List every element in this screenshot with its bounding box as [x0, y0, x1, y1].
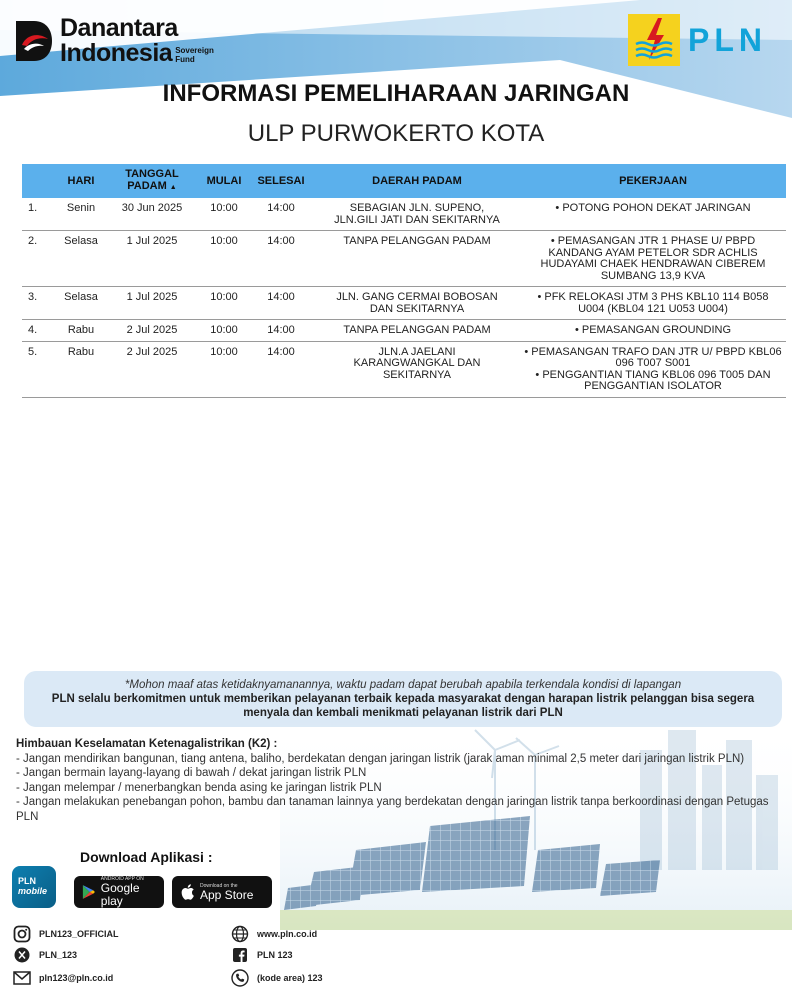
table-header-row: [22, 164, 786, 198]
cell-mulai: 10:00: [200, 198, 248, 231]
cell-no: 1.: [22, 198, 58, 231]
daerah-line: SEKITARNYA: [382, 368, 452, 381]
cell-daerah: [314, 231, 520, 287]
header-tanggal-padam[interactable]: [104, 164, 200, 198]
cell-mulai: 10:00: [200, 341, 248, 397]
header-daerah-padam[interactable]: DAERAH PADAM: [314, 164, 520, 198]
table-row: [22, 341, 786, 397]
google-play-icon: [82, 883, 96, 901]
safety-appeal: [16, 737, 776, 824]
app-store-button[interactable]: [172, 876, 272, 908]
header-hari[interactable]: HARI: [58, 164, 104, 198]
page-subtitle: ULP PURWOKERTO KOTA: [247, 120, 545, 147]
daerah-line: JLN.GILI JATI DAN SEKITARNYA: [334, 213, 500, 226]
daerah-line: TANPA PELANGGAN PADAM: [343, 235, 491, 247]
contact-phone[interactable]: [230, 968, 323, 988]
cell-pekerjaan: [520, 341, 786, 397]
cell-no: 5.: [22, 341, 58, 397]
table-row: [22, 320, 786, 342]
safety-item: - Jangan bermain layang-layang di bawah / dekat jaringan listrik PLN: [16, 767, 367, 779]
contact-email[interactable]: [12, 968, 113, 988]
pln-logo: [628, 14, 767, 66]
cell-daerah: [314, 341, 520, 397]
website-url: www.pln.co.id: [257, 929, 318, 939]
apple-icon: [180, 883, 195, 901]
facebook-page: PLN 123: [257, 950, 293, 960]
danantara-mark-icon: [14, 19, 54, 63]
pekerjaan-line: • PEMASANGAN TRAFO DAN JTR U/ PBPD KBL06: [524, 345, 782, 358]
cell-tanggal: 2 Jul 2025: [104, 341, 200, 397]
cell-pekerjaan: [520, 320, 786, 342]
danantara-name: Danantara: [60, 14, 178, 42]
maintenance-schedule-table: [22, 164, 786, 398]
daerah-line: KARANGWANGKAL DAN: [353, 357, 481, 369]
pekerjaan-line: U004 (KBL04 121 U053 U004): [578, 302, 728, 315]
safety-item: - Jangan mendirikan bangunan, tiang antena, baliho, berdekatan dengan jaringan listrik (jarak aman minimal 2,5 meter dari jaringan listrik PLN): [16, 752, 745, 765]
daerah-line: DAN SEKITARNYA: [369, 302, 465, 315]
contact-facebook[interactable]: [230, 945, 293, 965]
cell-hari: Selasa: [58, 231, 104, 287]
contact-instagram[interactable]: [12, 924, 119, 944]
danantara-logo: [14, 16, 214, 66]
table-row: [22, 231, 786, 287]
facebook-icon: [230, 945, 250, 965]
pekerjaan-line: PENGGANTIAN ISOLATOR: [584, 380, 722, 392]
cell-selesai: 14:00: [248, 320, 314, 342]
cell-mulai: 10:00: [200, 287, 248, 320]
download-title: Download Aplikasi :: [80, 849, 213, 865]
twitter-handle: PLN_123: [39, 950, 78, 960]
daerah-line: TANPA PELANGGAN PADAM: [343, 324, 491, 336]
header-tanggal-line2: PADAM: [127, 180, 167, 192]
pekerjaan-line: HUDAYAMI CHAEK HENDRAWAN CIBEREM: [540, 258, 766, 270]
cell-daerah: [314, 320, 520, 342]
header-pekerjaan[interactable]: PEKERJAAN: [520, 164, 786, 198]
email-address: pln123@pln.co.id: [39, 973, 114, 983]
cell-no: 3.: [22, 287, 58, 320]
google-play-small-label: ANDROID APP ON: [100, 876, 144, 882]
globe-icon: [230, 924, 250, 944]
pekerjaan-line: • PENGGANTIAN TIANG KBL06 096 T005 DAN: [535, 368, 771, 381]
cell-pekerjaan: [520, 198, 786, 231]
page-title: INFORMASI PEMELIHARAAN JARINGAN: [162, 80, 630, 107]
app-store-label: App Store: [200, 887, 254, 902]
cell-no: 2.: [22, 231, 58, 287]
cell-pekerjaan: [520, 287, 786, 320]
pln-mobile-app-icon[interactable]: [12, 866, 56, 908]
pekerjaan-line: • PEMASANGAN GROUNDING: [574, 324, 732, 336]
cell-hari: Senin: [58, 198, 104, 231]
instagram-handle: PLN123_OFFICIAL: [39, 929, 119, 939]
sort-ascending-icon[interactable]: ▲: [169, 184, 177, 191]
safety-title: Himbauan Keselamatan Ketenagalistrikan (K2) :: [16, 738, 278, 750]
cell-tanggal: 1 Jul 2025: [104, 231, 200, 287]
cell-selesai: 14:00: [248, 287, 314, 320]
pln-wordmark: PLN: [688, 21, 767, 58]
cell-tanggal: 1 Jul 2025: [104, 287, 200, 320]
danantara-sub-sovereign: Sovereign: [175, 46, 214, 55]
cell-tanggal: 30 Jun 2025: [104, 198, 200, 231]
cell-daerah: [314, 198, 520, 231]
contact-twitter[interactable]: [12, 945, 77, 965]
cell-tanggal: 2 Jul 2025: [104, 320, 200, 342]
cell-daerah: [314, 287, 520, 320]
danantara-country: Indonesia: [60, 39, 173, 67]
mail-icon: [12, 968, 32, 988]
cell-mulai: 10:00: [200, 320, 248, 342]
cell-hari: Rabu: [58, 341, 104, 397]
notice-disclaimer: *Mohon maaf atas ketidaknyamanannya, waktu padam dapat berubah apabila terkendala kondisi di lapangan: [124, 679, 682, 691]
cell-hari: Selasa: [58, 287, 104, 320]
pln-mobile-line2: mobile: [18, 886, 48, 896]
notice-box: [24, 671, 782, 727]
cell-no: 4.: [22, 320, 58, 342]
pln-mobile-line1: PLN: [18, 876, 36, 886]
phone-icon: [230, 968, 250, 988]
table-row: [22, 287, 786, 320]
table-row: [22, 198, 786, 231]
header-no: [22, 164, 58, 198]
pekerjaan-line: • PFK RELOKASI JTM 3 PHS KBL10 114 B058: [537, 291, 769, 303]
google-play-button[interactable]: [74, 876, 164, 908]
cell-selesai: 14:00: [248, 231, 314, 287]
cell-mulai: 10:00: [200, 231, 248, 287]
pln-lightning-icon: [628, 14, 680, 66]
app-store-small-label: Download on the: [200, 882, 238, 889]
cell-selesai: 14:00: [248, 198, 314, 231]
pekerjaan-line: • POTONG POHON DEKAT JARINGAN: [555, 202, 751, 214]
cell-pekerjaan: [520, 231, 786, 287]
pekerjaan-line: SUMBANG 13,9 KVA: [600, 269, 706, 282]
header-selesai[interactable]: SELESAI: [248, 164, 314, 198]
daerah-line: JLN. GANG CERMAI BOBOSAN: [336, 291, 498, 303]
header-mulai[interactable]: MULAI: [200, 164, 248, 198]
daerah-line: SEBAGIAN JLN. SUPENO,: [349, 202, 485, 214]
google-play-label: Google play: [100, 881, 140, 908]
safety-item: - Jangan melempar / menerbangkan benda asing ke jaringan listrik PLN: [16, 781, 382, 794]
notice-commitment: PLN selalu berkomitmen untuk memberikan pelayanan terbaik kepada masyarakat dengan harapan listrik pelanggan bisa segera menyala dan kembali menikmati pelayanan listrik dari PLN: [51, 693, 755, 719]
pekerjaan-line: • PEMASANGAN JTR 1 PHASE U/ PBPD: [550, 235, 756, 247]
danantara-sub-fund: Fund: [175, 55, 195, 64]
contact-website[interactable]: [230, 924, 317, 944]
phone-number: (kode area) 123: [257, 973, 323, 983]
instagram-icon: [12, 924, 32, 944]
pekerjaan-line: 096 T007 S001: [615, 357, 691, 369]
cell-selesai: 14:00: [248, 341, 314, 397]
cell-hari: Rabu: [58, 320, 104, 342]
pekerjaan-line: KANDANG AYAM PETELOR SDR ACHLIS: [548, 246, 758, 259]
daerah-line: JLN.A JAELANI: [378, 345, 456, 358]
header-tanggal-line1: TANGGAL: [125, 168, 179, 180]
safety-item: - Jangan melakukan penebangan pohon, bambu dan tanaman lainnya yang berdekatan dengan jaringan listrik tanpa berkoordinasi dengan Petugas PLN: [16, 796, 769, 823]
x-twitter-icon: [12, 945, 32, 965]
